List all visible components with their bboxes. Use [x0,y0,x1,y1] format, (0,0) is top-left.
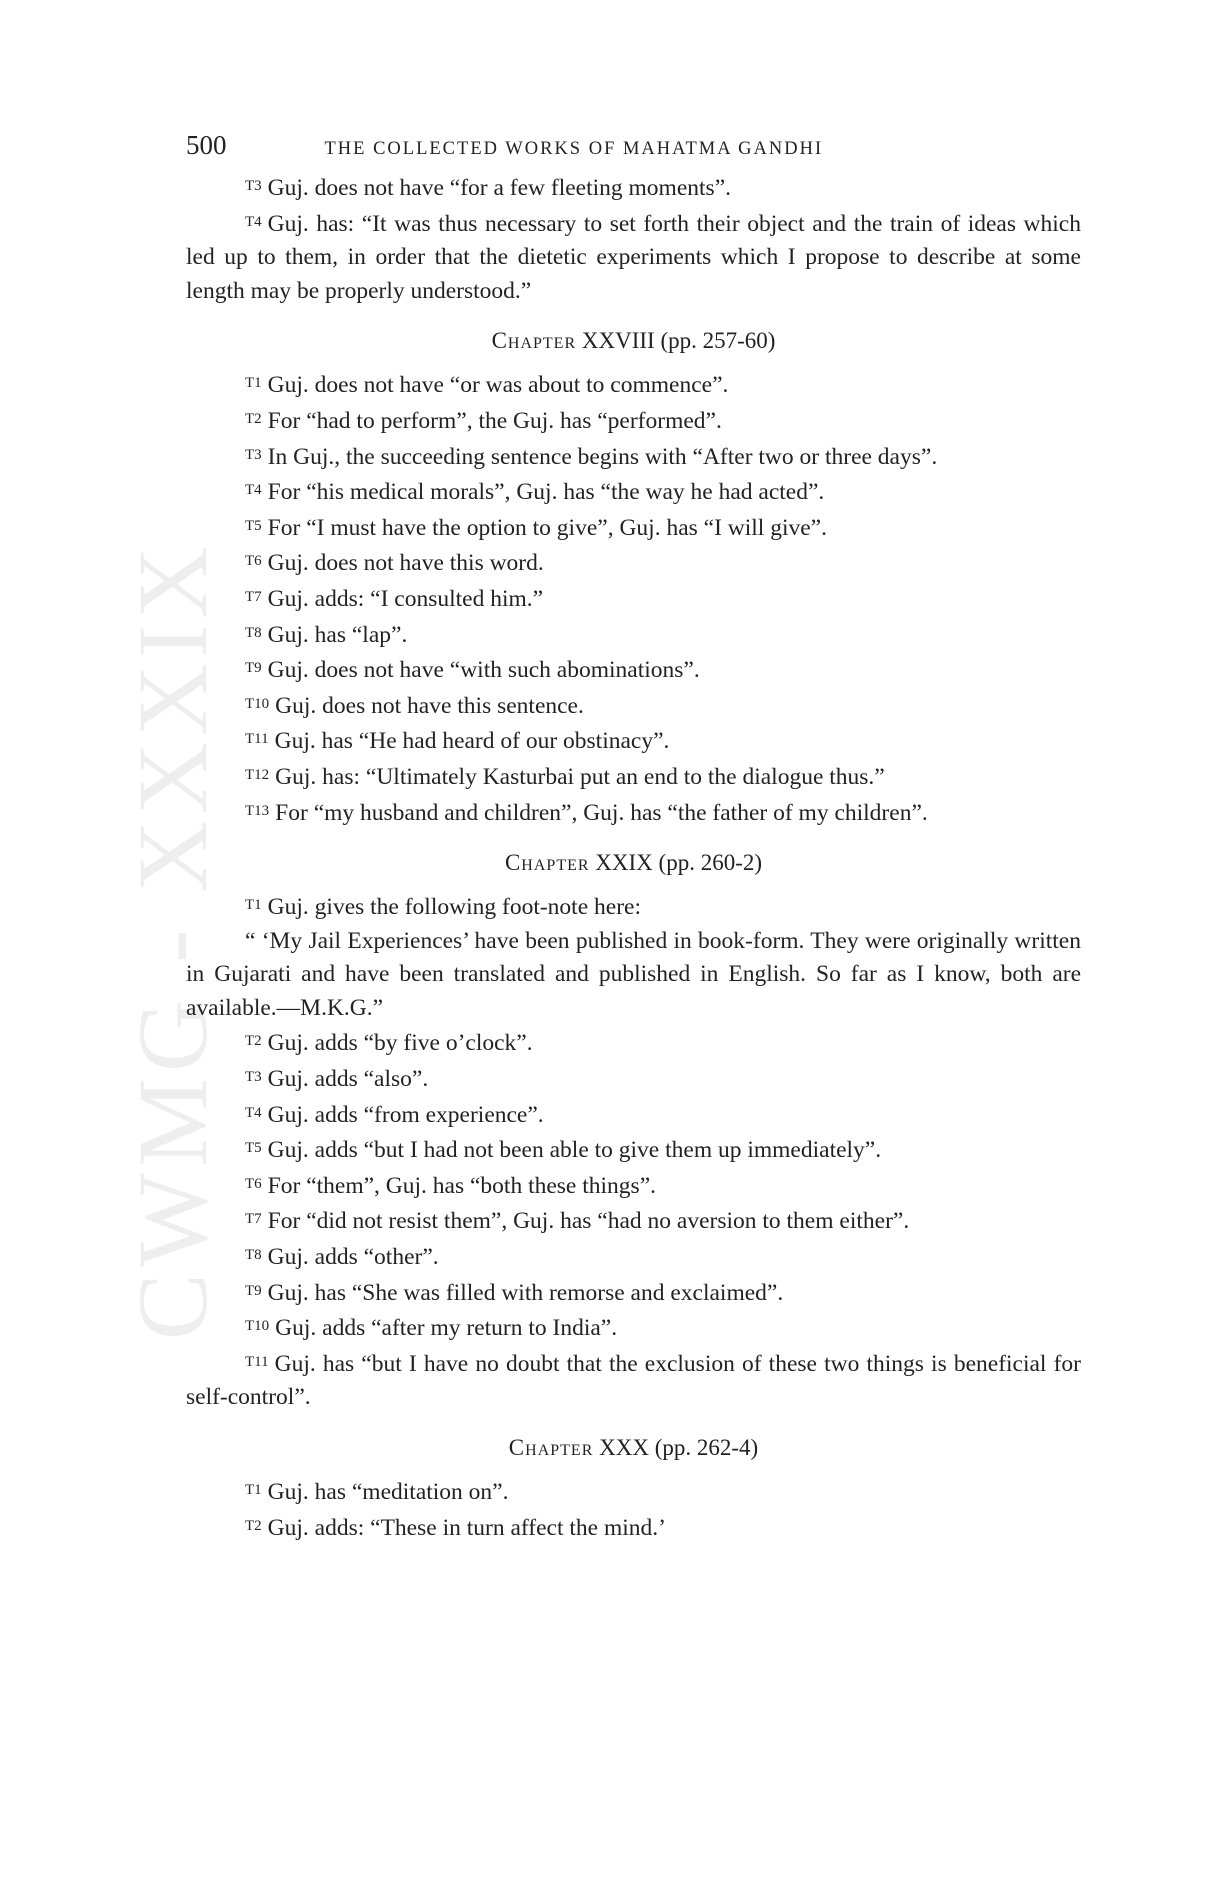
footnote-text: For “had to perform”, the Guj. has “performed”. [267,407,722,434]
footnote-text: Guj. has: “Ultimately Kasturbai put an end to the dialogue thus.” [275,763,885,790]
footnote-text: For “them”, Guj. has “both these things”. [267,1172,656,1199]
footnote-tag: T7 [245,588,262,605]
footnote [186,1474,1081,1510]
footnote-tag: T10 [245,1318,270,1335]
chapter-ref: XXVIII (pp. 257-60) [581,328,776,354]
footnote-text: Guj. has “She was filled with remorse and exclaimed”. [267,1279,784,1306]
footnote-tag: T1 [245,375,262,392]
page-content [186,130,1081,1545]
footnote [186,581,1081,617]
footnote-text: For “his medical morals”, Guj. has “the way he had acted”. [267,479,825,506]
footnote-text: Guj. adds “after my return to India”. [275,1315,618,1342]
page-header [186,130,1081,170]
footnote-text: Guj. has “but I have no doubt that the exclusion of these two things is beneficial for self-control”. [186,1350,1081,1411]
footnote-tag: T2 [245,1033,262,1050]
footnote-text: For “did not resist them”, Guj. has “had no aversion to them either”. [267,1208,910,1235]
footnote [186,1275,1081,1311]
footnote-text: Guj. has “He had heard of our obstinacy”. [274,728,670,755]
footnote [186,723,1081,759]
footnote [186,795,1081,831]
footnote-tag: T3 [245,178,262,194]
footnote-text: Guj. does not have “with such abominations”. [267,657,700,684]
footnote-text: Guj. does not have this word. [267,550,544,577]
footnote-tag: T4 [245,213,262,230]
footnote-text: Guj. gives the following foot-note here: [267,894,641,921]
chapter-heading [186,846,1081,879]
chapter-ref: XXX (pp. 262-4) [599,1435,759,1460]
footnote-tag: T2 [245,1517,262,1534]
footnote [186,439,1081,475]
footnote-text: Guj. adds “also”. [267,1066,429,1093]
footnote-tag: T11 [245,731,269,748]
footnote-text: For “I must have the option to give”, Guj. has “I will give”. [267,514,827,541]
footnote [186,1168,1081,1204]
footnote-text: Guj. does not have this sentence. [275,692,584,719]
chapter-heading [186,324,1081,357]
footnote-tag: T3 [245,1069,262,1086]
footnote-tag: T8 [245,624,262,641]
footnote-tag: T5 [245,517,262,534]
footnote [186,1203,1081,1239]
footnote-text: Guj. adds “other”. [267,1244,439,1271]
footnote-tag: T1 [245,897,262,914]
section-intro-notes [186,170,1081,308]
footnote-text: Guj. adds “but I had not been able to give them up immediately”. [267,1137,882,1164]
chapter-notes [186,1474,1081,1545]
footnote-tag: T1 [245,1482,262,1498]
footnote [186,1510,1081,1546]
chapter-ref: XXIX (pp. 260-2) [595,850,763,876]
chapter-heading [186,1431,1081,1464]
chapter-word: Chapter [504,850,590,876]
footnote-text: Guj. has “lap”. [267,621,408,648]
footnote-tag: T3 [245,446,262,463]
footnote-tag: T9 [245,660,262,677]
footnote-tag: T11 [245,1353,269,1370]
footnote [186,617,1081,653]
footnote-tag: T6 [245,553,262,570]
footnote-text: Guj. has: “It was thus necessary to set forth their object and the train of ideas which led up to them, in order that the dietetic experiments which I propose to describe at some length may be properly understood.” [186,210,1081,304]
chapter-word: Chapter [491,328,577,354]
footnote [186,1097,1081,1133]
footnote-tag: T7 [245,1211,262,1228]
footnote-tag: T9 [245,1282,262,1299]
footnote-tag: T2 [245,410,262,427]
footnote-text: Guj. adds: “I consulted him.” [267,585,544,612]
footnote [186,206,1081,309]
footnote-tag: T5 [245,1140,262,1157]
footnote-text: For “my husband and children”, Guj. has “the father of my children”. [275,799,928,826]
footnote-tag: T13 [245,802,270,819]
footnote [186,1132,1081,1168]
footnote [186,759,1081,795]
footnote [186,1025,1081,1061]
footnote-text: Guj. adds “by five o’clock”. [267,1030,533,1057]
footnote-tag: T4 [245,482,262,499]
running-head: THE COLLECTED WORKS OF MAHATMA GANDHI [324,139,824,159]
footnote [186,688,1081,724]
page-number: 500 [186,130,227,160]
footnote-tag: T4 [245,1104,262,1121]
footnote [186,1346,1081,1415]
footnote-text: Guj. does not have “or was about to commence”. [267,372,729,399]
footnote [186,1239,1081,1275]
footnote [186,652,1081,688]
footnote-tag: T10 [245,695,270,712]
footnote-tag: T8 [245,1247,262,1264]
footnote-text: Guj. does not have “for a few fleeting moments”. [267,175,731,201]
footnote [186,403,1081,439]
footnote-tag: T6 [245,1175,262,1192]
footnote [186,510,1081,546]
chapter-notes [186,1025,1081,1415]
footnote-text: Guj. has “meditation on”. [267,1479,509,1505]
footnote [186,1310,1081,1346]
footnote-tag: T12 [245,766,270,783]
footnote [186,1061,1081,1097]
footnote-text: Guj. adds: “These in turn affect the mind.’ [267,1514,666,1541]
footnote [186,367,1081,403]
footnote [186,545,1081,581]
footnote [186,170,1081,206]
footnote [186,474,1081,510]
quoted-footnote: “ ‘My Jail Experiences’ have been published in book-form. They were originally written in Gujarati and have been translated and published in English. So far as I know, both are available.—M.K.G.” [186,927,1081,1021]
chapter-notes [186,367,1081,830]
footnote-text: Guj. adds “from experience”. [267,1101,544,1128]
footnote [186,889,1081,925]
watermark: CWMG - XXXIX [117,540,228,1340]
footnote-text: In Guj., the succeeding sentence begins with “After two or three days”. [267,443,938,470]
chapter-word: Chapter [508,1435,594,1460]
